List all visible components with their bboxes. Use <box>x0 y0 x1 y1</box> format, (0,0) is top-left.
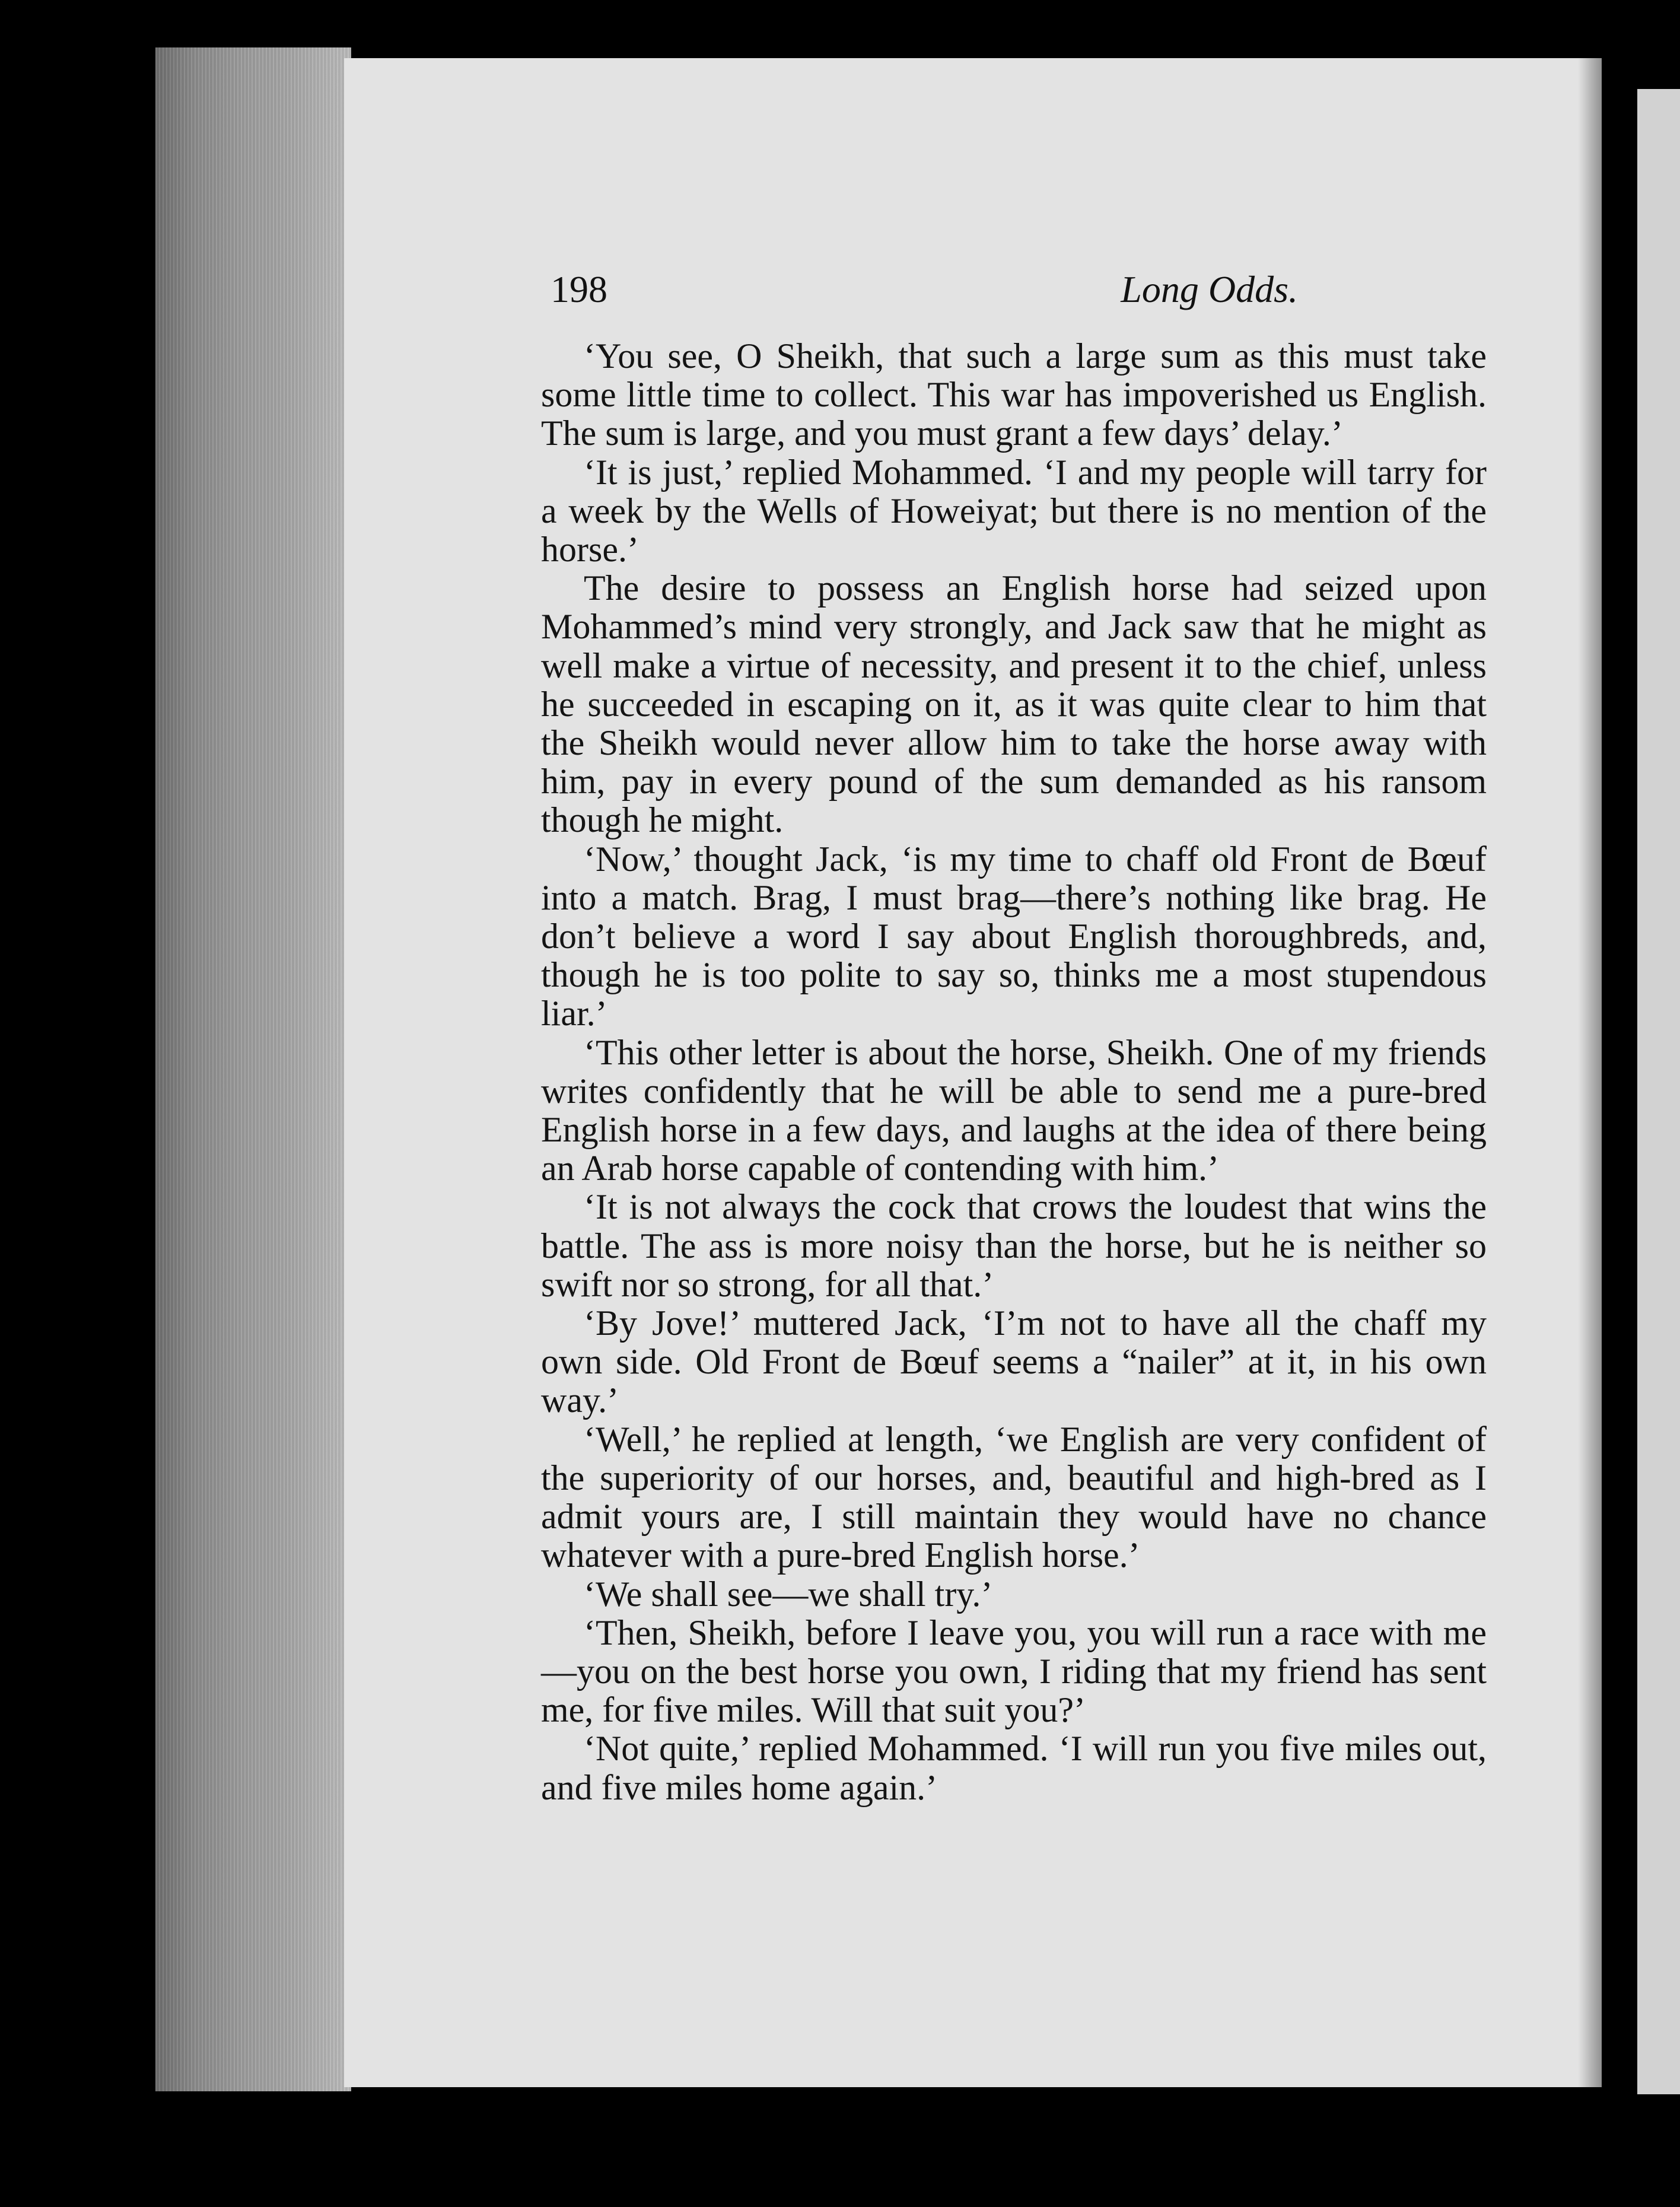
paragraph: ‘Then, Sheikh, before I leave you, you will run a race with me—you on the best horse you own, I riding that my friend has sent me, for five miles. Will that suit you?’ <box>541 1613 1487 1730</box>
paragraph: ‘Not quite,’ replied Mohammed. ‘I will run you five miles out, and five miles home again.’ <box>541 1729 1487 1807</box>
page-number: 198 <box>551 268 607 310</box>
paragraph: ‘Well,’ he replied at length, ‘we English are very confident of the superiority of our horses, and, beautiful and high-bred as I admit yours are, I still maintain they would have no chance whatever with a pure-bred English horse.’ <box>541 1419 1487 1575</box>
paragraph: ‘Now,’ thought Jack, ‘is my time to chaff old Front de Bœuf into a match. Brag, I must brag—there’s nothing like brag. He don’t believe a word I say about English thoroughbreds, and, though he is too polite to say so, thinks me a most stupendous liar.’ <box>541 839 1487 1033</box>
paragraph: ‘It is just,’ replied Mohammed. ‘I and my people will tarry for a week by the Wells of Howeiyat; but there is no mention of the horse.’ <box>541 452 1487 570</box>
body-text <box>541 337 1487 1807</box>
paragraph: ‘By Jove!’ muttered Jack, ‘I’m not to have all the chaff my own side. Old Front de Bœuf seems a “nailer” at it, in his own way.’ <box>541 1303 1487 1420</box>
running-head <box>551 260 1489 325</box>
facing-page-edge <box>1637 89 1680 2094</box>
paragraph: ‘It is not always the cock that crows the loudest that wins the battle. The ass is more noisy than the horse, but he is neither so swift nor so strong, for all that.’ <box>541 1187 1487 1304</box>
paragraph: ‘You see, O Sheikh, that such a large sum as this must take some little time to collect. This war has impoverished us English. The sum is large, and you must grant a few days’ delay.’ <box>541 336 1487 453</box>
page-edge-texture <box>155 47 351 2091</box>
gutter-shadow <box>1578 58 1637 2093</box>
paragraph: ‘This other letter is about the horse, Sheikh. One of my friends writes confidently that he will be able to send me a pure-bred English horse in a few days, and laughs at the idea of there being an Arab horse capable of contending with him.’ <box>541 1032 1487 1188</box>
book-page-edges <box>155 47 351 2091</box>
running-title: Long Odds. <box>1121 268 1298 310</box>
paragraph: ‘We shall see—we shall try.’ <box>584 1574 993 1614</box>
paragraph: The desire to possess an English horse had seized upon Mohammed’s mind very strongly, and Jack saw that he might as well make a virtue of necessity, and present it to the chief, unless he succeeded in escaping on it, as it was quite clear to him that the Sheikh would never allow him to take the horse away with him, pay in every pound of the sum demanded as his ransom though he might. <box>541 568 1487 840</box>
